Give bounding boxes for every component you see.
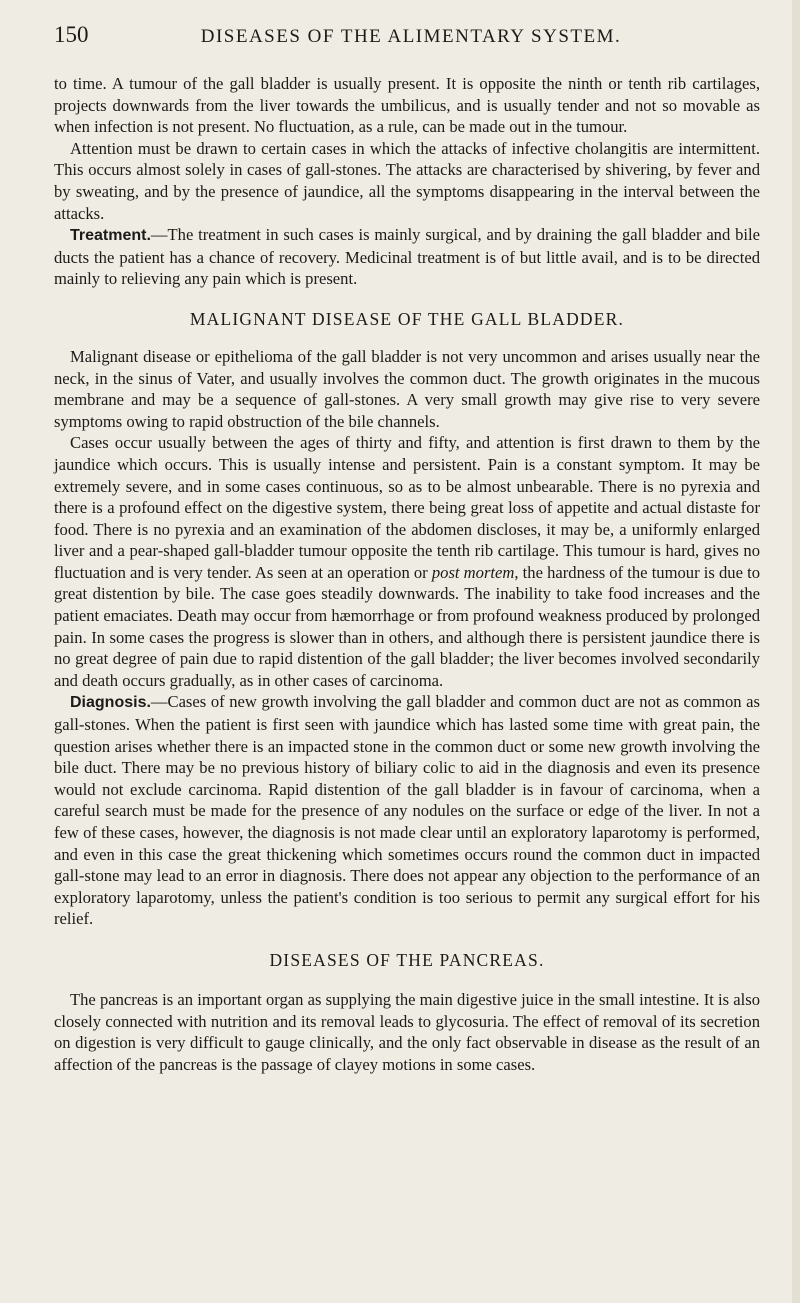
course-italic: post mortem — [431, 562, 515, 582]
paragraph-cholangitis: Attention must be drawn to certain cases in which the attacks of infective cholangitis are intermittent. This occurs almost solely in cases of gall-stones. The attacks are characterised by shivering, by fever and by sweating, and by the presence of jaundice, all the symptoms disappearing in the interval between the attacks. — [54, 138, 760, 223]
treatment-heading: Treatment. — [70, 227, 151, 245]
page-edge — [792, 0, 800, 1303]
treatment-text: —The treatment in such cases is mainly surgical, and by draining the gall bladder and bile ducts the patient has a chance of recovery. Medicinal treatment is of but little avail, and is to be directed mainly to relieving any pain which is present. — [54, 225, 760, 289]
paragraph-tumour: to time. A tumour of the gall bladder is usually present. It is opposite the ninth or tenth rib cartilages, projects downwards from the liver towards the umbilicus, and is usually tender and not so movable as when infection is not present. No fluctuation, as a rule, can be made out in the tumour. — [54, 74, 760, 137]
section-heading-malignant: MALIGNANT DISEASE OF THE GALL BLADDER. — [189, 308, 625, 329]
page-number: 150 — [54, 22, 89, 47]
paragraph-malignant-course — [54, 432, 760, 691]
paragraph-diagnosis — [54, 691, 760, 930]
diagnosis-heading: Diagnosis. — [70, 694, 151, 712]
paragraph-pancreas: The pancreas is an important organ as supplying the main digestive juice in the small intestine. It is also closely connected with nutrition and its removal leads to glycosuria. The effect of removal of its secretion on digestion is very difficult to gauge clinically, and the only fact observable in disease as the result of an affection of the pancreas is the passage of clayey motions in some cases. — [54, 989, 760, 1074]
paragraph-malignant-intro: Malignant disease or epithelioma of the gall bladder is not very uncommon and arises usually near the neck, in the sinus of Vater, and usually involves the common duct. The growth originates in the mucous membrane and may be a sequence of gall-stones. A very small growth may give rise to very severe symptoms owing to rapid obstruction of the bile channels. — [54, 346, 760, 431]
course-text-b: , the hardness of the tumour is due to great distention by bile. The case goes steadily downwards. The inability to take food increases and the patient emaciates. Death may occur from hæmorrhage or from profound weakness produced by prolonged pain. In some cases the progress is slower than in others, and although there is persistent jaundice there is no great degree of pain due to rapid distention of the gall bladder; the liver becomes involved secondarily and death occurs gradually, as in other cases of carcinoma. — [54, 562, 761, 690]
running-title: DISEASES OF THE ALIMENTARY SYSTEM. — [200, 26, 622, 47]
running-header — [54, 22, 760, 48]
section-heading-pancreas: DISEASES OF THE PANCREAS. — [269, 949, 545, 970]
course-text-a: Cases occur usually between the ages of thirty and fifty, and attention is first drawn to them by the jaundice which occurs. This is usually intense and persistent. Pain is a constant symptom. It may be extremely severe, and in some cases continuous, so as to be almost unbearable. There is no pyrexia and there is a profound effect on the digestive system, there being great loss of appetite and actual distaste for food. There is no pyrexia and an examination of the abdomen discloses, it may be, a uniformly enlarged liver and a pear-shaped gall-bladder tumour opposite the tenth rib cartilage. This tumour is hard, gives no fluctuation and is very tender. As seen at an operation or — [54, 433, 760, 582]
diagnosis-text: —Cases of new growth involving the gall bladder and common duct are not as common as gall-stones. When the patient is first seen with jaundice which has lasted some time with great pain, the question arises whether there is an impacted stone in the common duct or some new growth involving the bile duct. There may be no previous history of biliary colic to aid in the diagnosis and even its presence would not exclude carcinoma. Rapid distention of the gall bladder is in favour of carcinoma, when a careful search must be made for the presence of any nodules on the surface or edge of the liver. In not a few of these cases, however, the diagnosis is not made clear until an exploratory laparotomy is performed, and even in this case the great thickening which sometimes occurs round the common duct in impacted gall-stone may lead to an error in diagnosis. There does not appear any objection to the performance of an exploratory laparotomy, unless the patient's condition is too serious to permit any surgical effort for his relief. — [54, 692, 760, 929]
paragraph-treatment — [54, 224, 760, 290]
